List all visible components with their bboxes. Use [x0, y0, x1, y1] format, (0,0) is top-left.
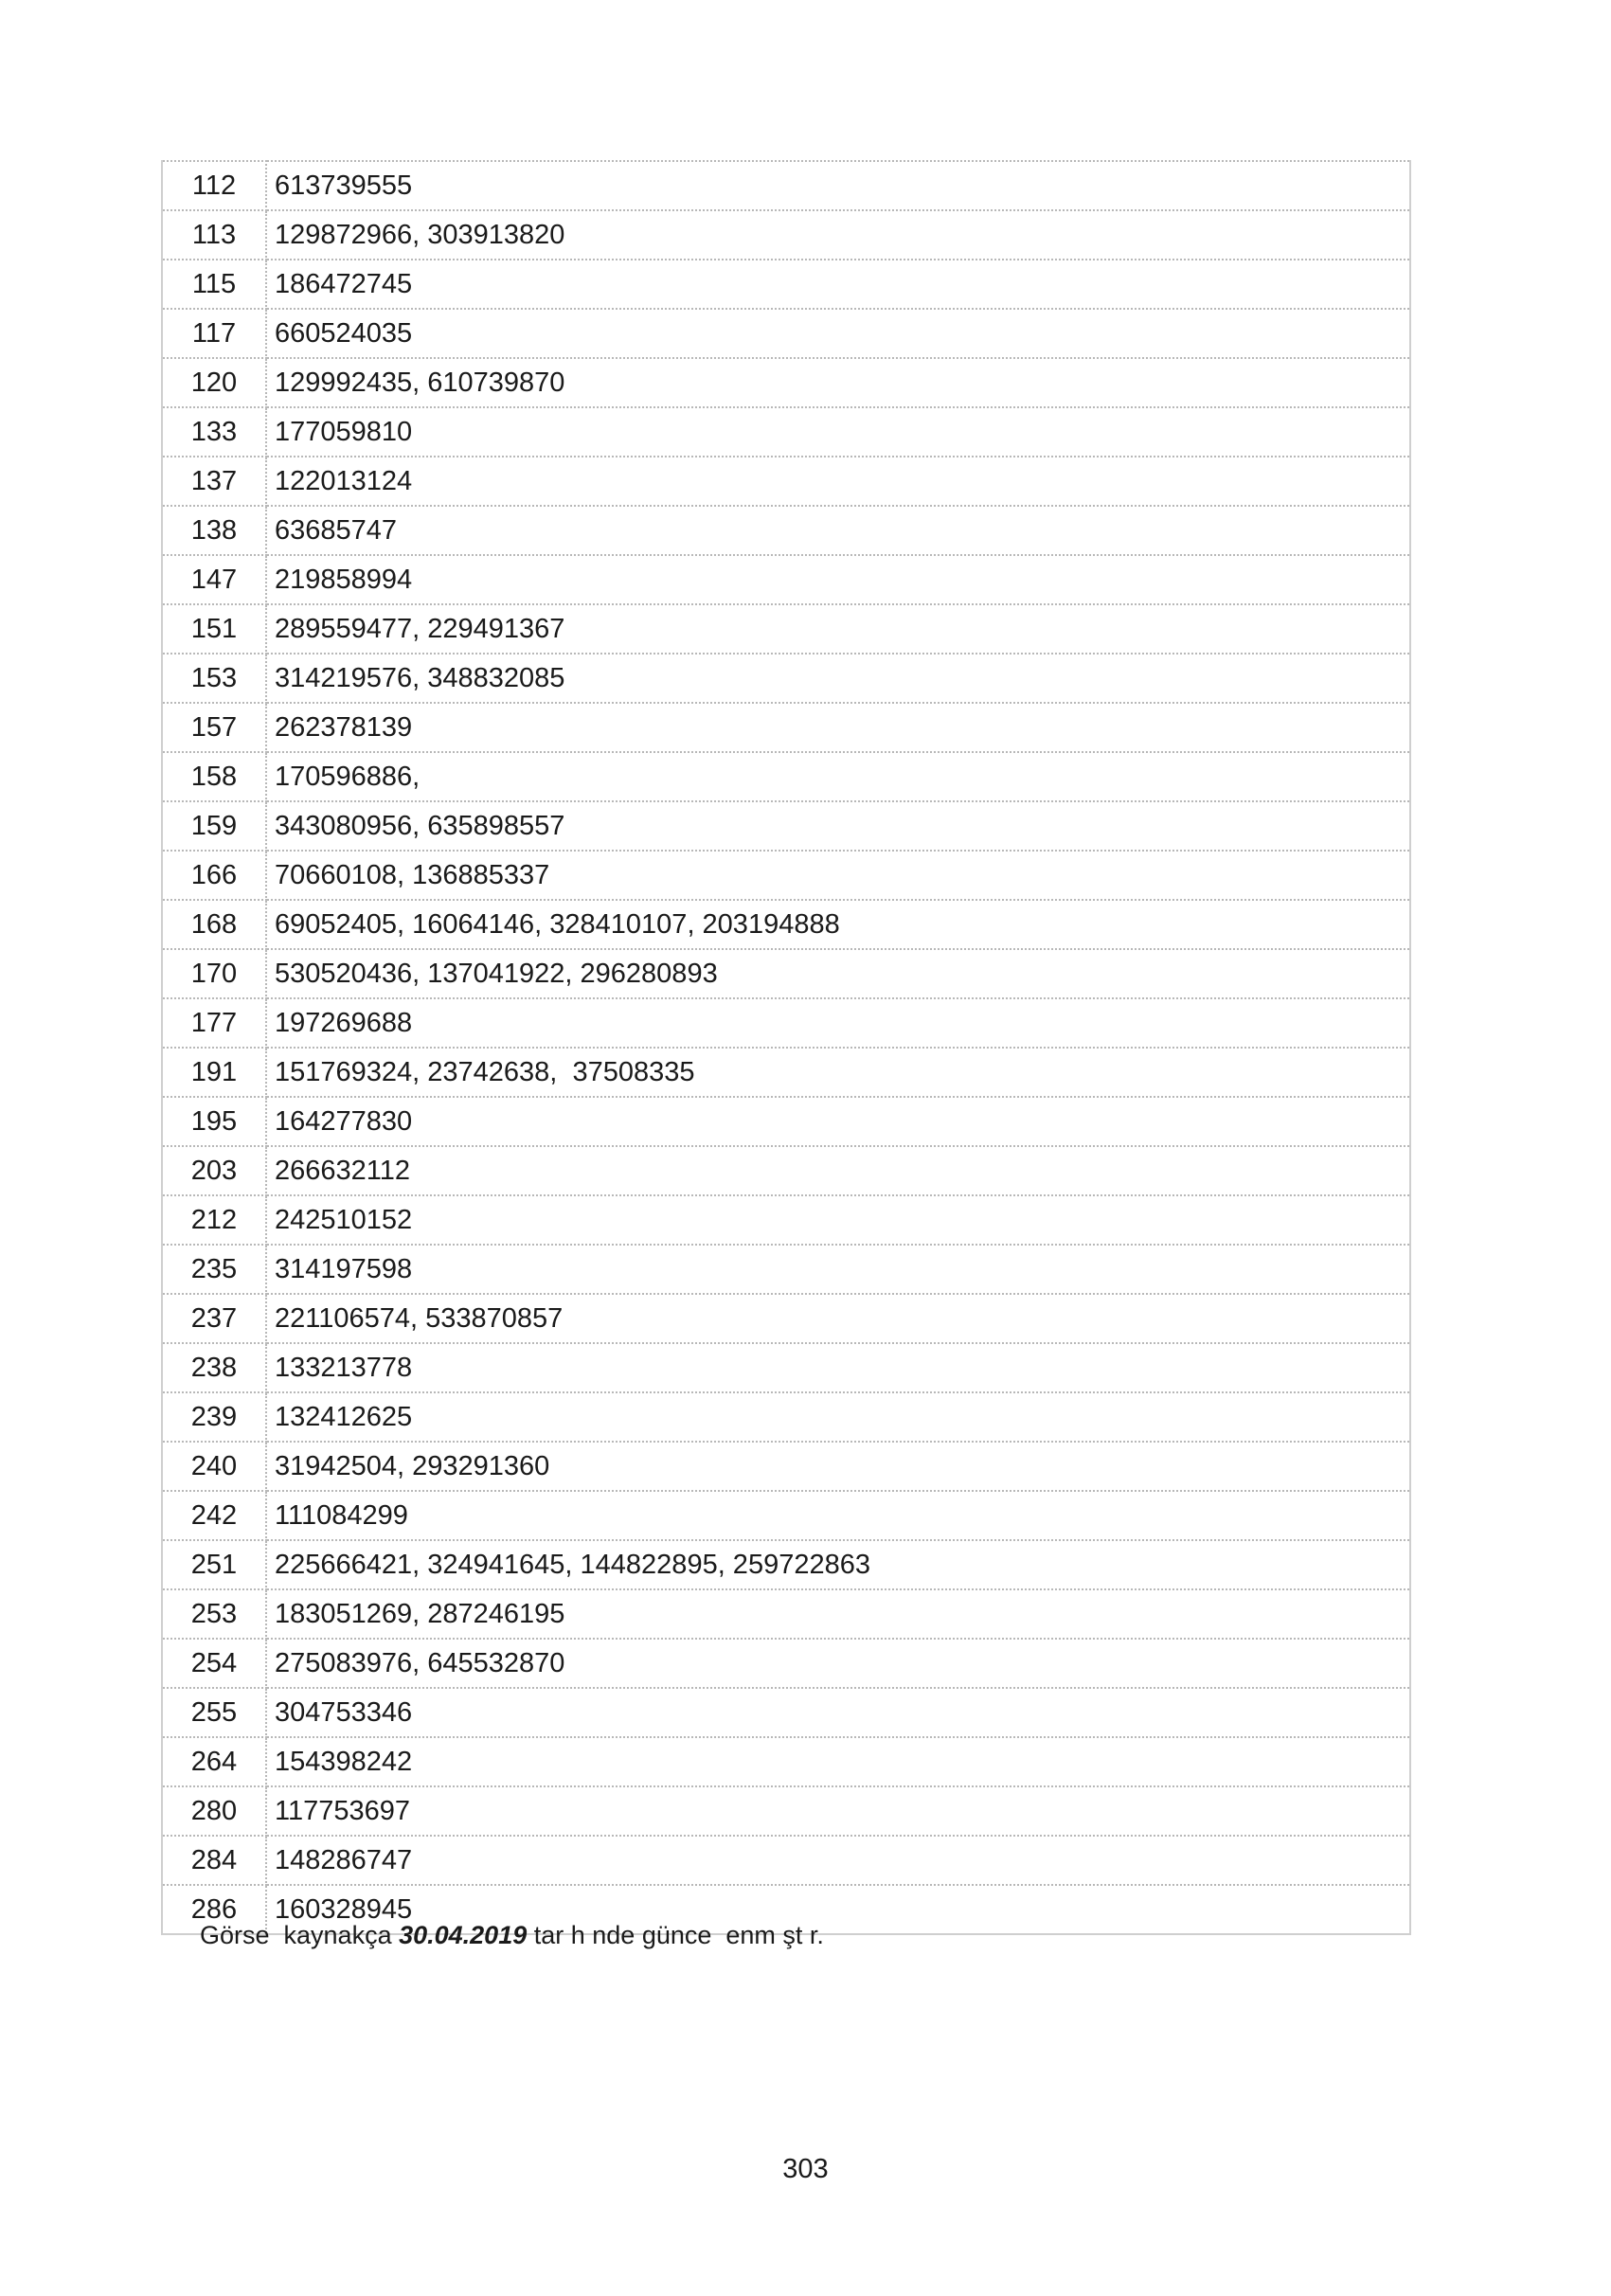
source-note-prefix: Görse kaynakça — [200, 1921, 400, 1949]
image-ids-cell: 63685747 — [266, 506, 1410, 555]
image-ids-cell: 530520436, 137041922, 296280893 — [266, 949, 1410, 998]
table-row — [162, 309, 1410, 358]
page-number-cell: 253 — [162, 1589, 266, 1639]
table-row — [162, 703, 1410, 752]
image-ids-cell: 111084299 — [266, 1491, 1410, 1540]
page-number-cell: 235 — [162, 1245, 266, 1294]
page-number-cell: 168 — [162, 900, 266, 949]
image-ids-cell: 129872966, 303913820 — [266, 210, 1410, 260]
table-row — [162, 260, 1410, 309]
image-ids-cell: 613739555 — [266, 161, 1410, 210]
table-row — [162, 1097, 1410, 1146]
page-number-cell: 159 — [162, 801, 266, 851]
page-number-cell: 112 — [162, 161, 266, 210]
table-row — [162, 851, 1410, 900]
image-ids-cell: 70660108, 136885337 — [266, 851, 1410, 900]
page-number-cell: 153 — [162, 654, 266, 703]
table-row — [162, 1786, 1410, 1836]
table-row — [162, 1245, 1410, 1294]
source-note-suffix: tar h nde günce enm şt r. — [527, 1921, 824, 1949]
page-number-cell: 133 — [162, 407, 266, 457]
table-row — [162, 506, 1410, 555]
page-number-cell: 191 — [162, 1048, 266, 1097]
table-row — [162, 604, 1410, 654]
table-row — [162, 1589, 1410, 1639]
image-ids-cell: 117753697 — [266, 1786, 1410, 1836]
image-ids-cell: 225666421, 324941645, 144822895, 259722863 — [266, 1540, 1410, 1589]
table-row — [162, 1639, 1410, 1688]
image-ids-cell: 314197598 — [266, 1245, 1410, 1294]
image-ids-cell: 170596886, — [266, 752, 1410, 801]
image-ids-cell: 164277830 — [266, 1097, 1410, 1146]
image-ids-cell: 289559477, 229491367 — [266, 604, 1410, 654]
table-row — [162, 1048, 1410, 1097]
page-number-cell: 120 — [162, 358, 266, 407]
image-ids-cell: 262378139 — [266, 703, 1410, 752]
page-number-cell: 240 — [162, 1442, 266, 1491]
image-ids-cell: 154398242 — [266, 1737, 1410, 1786]
image-ids-cell: 186472745 — [266, 260, 1410, 309]
table-row — [162, 457, 1410, 506]
image-ids-cell: 132412625 — [266, 1392, 1410, 1442]
page-number-cell: 113 — [162, 210, 266, 260]
page-number-cell: 195 — [162, 1097, 266, 1146]
image-ids-cell: 343080956, 635898557 — [266, 801, 1410, 851]
image-ids-cell: 160328945 — [266, 1885, 1410, 1934]
image-ids-cell: 266632112 — [266, 1146, 1410, 1195]
page-number-cell: 212 — [162, 1195, 266, 1245]
page-number: 303 — [782, 2154, 829, 2184]
page-number-cell: 170 — [162, 949, 266, 998]
image-ids-cell: 151769324, 23742638, 37508335 — [266, 1048, 1410, 1097]
table-row — [162, 900, 1410, 949]
page-number-cell: 264 — [162, 1737, 266, 1786]
table-row — [162, 1737, 1410, 1786]
page-number-cell: 166 — [162, 851, 266, 900]
image-ids-cell: 304753346 — [266, 1688, 1410, 1737]
image-ids-cell: 148286747 — [266, 1836, 1410, 1885]
page-number-cell: 138 — [162, 506, 266, 555]
page-number-cell: 147 — [162, 555, 266, 604]
page-number-cell: 157 — [162, 703, 266, 752]
page-number-cell: 117 — [162, 309, 266, 358]
page-number-cell: 203 — [162, 1146, 266, 1195]
image-ids-cell: 133213778 — [266, 1343, 1410, 1392]
table-row — [162, 752, 1410, 801]
page-number-cell: 254 — [162, 1639, 266, 1688]
page-number-cell: 238 — [162, 1343, 266, 1392]
table-row — [162, 555, 1410, 604]
table-row — [162, 407, 1410, 457]
table-row — [162, 1146, 1410, 1195]
table-row — [162, 1442, 1410, 1491]
image-ids-cell: 275083976, 645532870 — [266, 1639, 1410, 1688]
table-row — [162, 1294, 1410, 1343]
table-row — [162, 654, 1410, 703]
table-row — [162, 358, 1410, 407]
table-row — [162, 1392, 1410, 1442]
image-reference-table-body — [162, 161, 1410, 1934]
table-row — [162, 1491, 1410, 1540]
table-row — [162, 801, 1410, 851]
source-note — [200, 1916, 824, 1954]
table-row — [162, 998, 1410, 1048]
page-number-cell: 151 — [162, 604, 266, 654]
image-ids-cell: 183051269, 287246195 — [266, 1589, 1410, 1639]
image-ids-cell: 221106574, 533870857 — [266, 1294, 1410, 1343]
image-ids-cell: 31942504, 293291360 — [266, 1442, 1410, 1491]
image-ids-cell: 129992435, 610739870 — [266, 358, 1410, 407]
table-row — [162, 949, 1410, 998]
page-number-cell: 284 — [162, 1836, 266, 1885]
page-number-cell: 251 — [162, 1540, 266, 1589]
page-number-cell: 286 — [162, 1885, 266, 1934]
table-row — [162, 1540, 1410, 1589]
source-note-date: 30.04.2019 — [399, 1921, 528, 1949]
page-number-cell: 242 — [162, 1491, 266, 1540]
page-number-cell: 237 — [162, 1294, 266, 1343]
page-number-cell: 239 — [162, 1392, 266, 1442]
table-row — [162, 210, 1410, 260]
table-row — [162, 1836, 1410, 1885]
image-ids-cell: 314219576, 348832085 — [266, 654, 1410, 703]
table-row — [162, 1343, 1410, 1392]
image-ids-cell: 219858994 — [266, 555, 1410, 604]
image-ids-cell: 660524035 — [266, 309, 1410, 358]
page-number-cell: 115 — [162, 260, 266, 309]
page-number-cell: 137 — [162, 457, 266, 506]
page-number-cell: 255 — [162, 1688, 266, 1737]
image-ids-cell: 177059810 — [266, 407, 1410, 457]
table-row — [162, 1688, 1410, 1737]
table-row — [162, 161, 1410, 210]
page-number-cell: 177 — [162, 998, 266, 1048]
page-number-cell: 158 — [162, 752, 266, 801]
page-number-cell: 280 — [162, 1786, 266, 1836]
image-ids-cell: 197269688 — [266, 998, 1410, 1048]
image-ids-cell: 69052405, 16064146, 328410107, 203194888 — [266, 900, 1410, 949]
image-ids-cell: 242510152 — [266, 1195, 1410, 1245]
image-ids-cell: 122013124 — [266, 457, 1410, 506]
table-row — [162, 1195, 1410, 1245]
image-reference-table — [161, 160, 1411, 1935]
